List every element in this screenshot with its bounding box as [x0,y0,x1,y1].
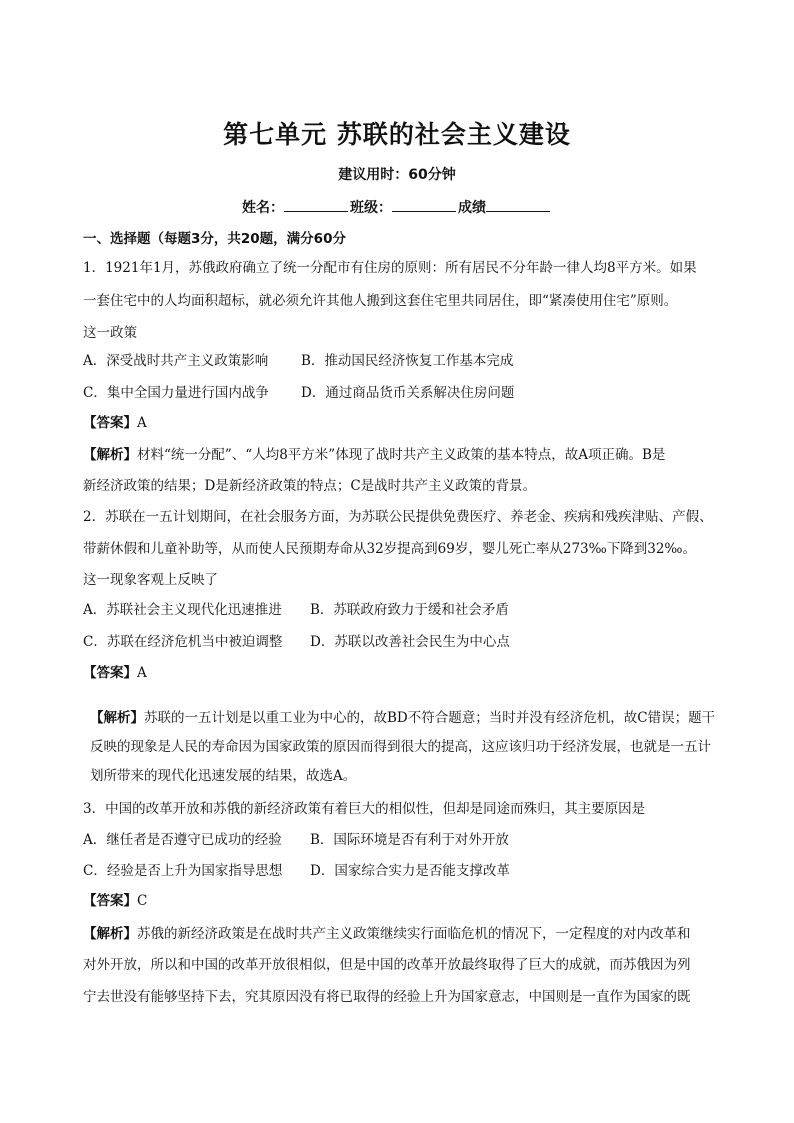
q3-option-b[interactable]: B．国际环境是否有利于对外开放 [310,832,509,848]
suggested-time: 建议用时：60分钟 [338,167,456,183]
q3-option-a[interactable]: A．继任者是否遵守已成功的经验 [83,832,282,848]
score-blank[interactable] [486,197,550,212]
q2-options-row-2 [83,633,510,651]
q2-analysis-line-1 [90,709,715,727]
q1-options-row-1 [83,352,513,370]
score-label: 成绩 [458,200,486,216]
q2-option-c[interactable]: C．苏联在经济危机当中被迫调整 [83,634,283,650]
q3-option-d[interactable]: D．国家综合实力是否能支撑改革 [310,863,510,879]
q2-analysis-line-2: 反映的现象是人民的寿命因为国家政策的原因而得到很大的提高，这应该归功于经济发展，也就是一五计 [90,739,711,755]
q1-options-row-2 [83,384,514,402]
q2-stem-line-3: 这一现象客观上反映了 [83,572,218,588]
q1-analysis-line-2: 新经济政策的结果；D是新经济政策的特点；C是战时共产主义政策的背景。 [83,478,537,494]
q3-options-row-2 [83,862,510,880]
analysis-label: 【解析】 [90,710,144,726]
q3-analysis-line-1 [83,925,691,943]
page-title: 第七单元 苏联的社会主义建设 [223,120,571,149]
name-label: 姓名： [242,200,284,216]
q3-stem-line-1: 3．中国的改革开放和苏俄的新经济政策有着巨大的相似性，但却是同途而殊归，其主要原因是 [83,801,646,817]
q1-stem-line-1: 1．1921年1月，苏俄政府确立了统一分配市有住房的原则：所有居民不分年龄一律人均8平方米。如果 [83,260,697,276]
q1-option-a[interactable]: A．深受战时共产主义政策影响 [83,353,269,369]
q2-option-d[interactable]: D．苏联以改善社会民生为中心点 [310,634,510,650]
q1-answer [83,414,147,432]
q3-answer [83,892,147,910]
section-heading: 一、选择题（每题3分，共20题，满分60分 [83,231,346,247]
q3-option-c[interactable]: C．经验是否上升为国家指导思想 [83,863,283,879]
q1-option-c[interactable]: C．集中全国力量进行国内战争 [83,385,269,401]
q2-stem-line-2: 带薪休假和儿童补助等，从而使人民预期寿命从32岁提高到69岁，婴儿死亡率从273‰下降到32‰。 [83,541,697,557]
answer-value: A [137,415,147,431]
q3-analysis-line-3: 宁去世没有能够坚持下去，究其原因没有将已取得的经验上升为国家意志，中国则是一直作为国家的既 [83,989,691,1005]
answer-value: A [137,665,147,681]
q2-answer [83,664,147,682]
q1-option-d[interactable]: D．通过商品货币关系解决住房问题 [301,385,515,401]
analysis-text: 苏联的一五计划是以重工业为中心的，故BD不符合题意；当时并没有经济危机，故C错误；题干 [144,710,716,726]
analysis-text: 苏俄的新经济政策是在战时共产主义政策继续实行面临危机的情况下，一定程度的对内改革和 [137,926,691,942]
q3-analysis-line-2: 对外开放，所以和中国的改革开放很相似，但是中国的改革开放最终取得了巨大的成就，而苏俄因为列 [83,957,691,973]
student-info-line [0,197,794,217]
answer-label: 【答案】 [83,415,137,431]
q1-analysis-line-1 [83,446,665,464]
q2-option-b[interactable]: B．苏联政府致力于缓和社会矛盾 [310,602,509,618]
answer-label: 【答案】 [83,893,137,909]
analysis-label: 【解析】 [83,926,137,942]
class-blank[interactable] [392,197,456,212]
analysis-label: 【解析】 [83,447,137,463]
q1-stem-line-3: 这一政策 [83,325,137,341]
answer-label: 【答案】 [83,665,137,681]
answer-value: C [137,893,148,909]
class-label: 班级： [350,200,392,216]
q1-option-b[interactable]: B．推动国民经济恢复工作基本完成 [301,353,514,369]
q2-options-row-1 [83,601,509,619]
q2-analysis-line-3: 划所带来的现代化迅速发展的结果，故选A。 [90,768,357,784]
analysis-text: 材料“统一分配”、“人均8平方米”体现了战时共产主义政策的基本特点，故A项正确。B是 [137,447,666,463]
q2-stem-line-1: 2．苏联在一五计划期间，在社会服务方面，为苏联公民提供免费医疗、养老金、疾病和残疾津贴、产假、 [83,509,713,525]
q1-stem-line-2: 一套住宅中的人均面积超标，就必须允许其他人搬到这套住宅里共同居住，即“紧凑使用住宅”原则。 [83,293,678,309]
q3-options-row-1 [83,831,509,849]
q2-option-a[interactable]: A．苏联社会主义现代化迅速推进 [83,602,282,618]
name-blank[interactable] [284,197,348,212]
